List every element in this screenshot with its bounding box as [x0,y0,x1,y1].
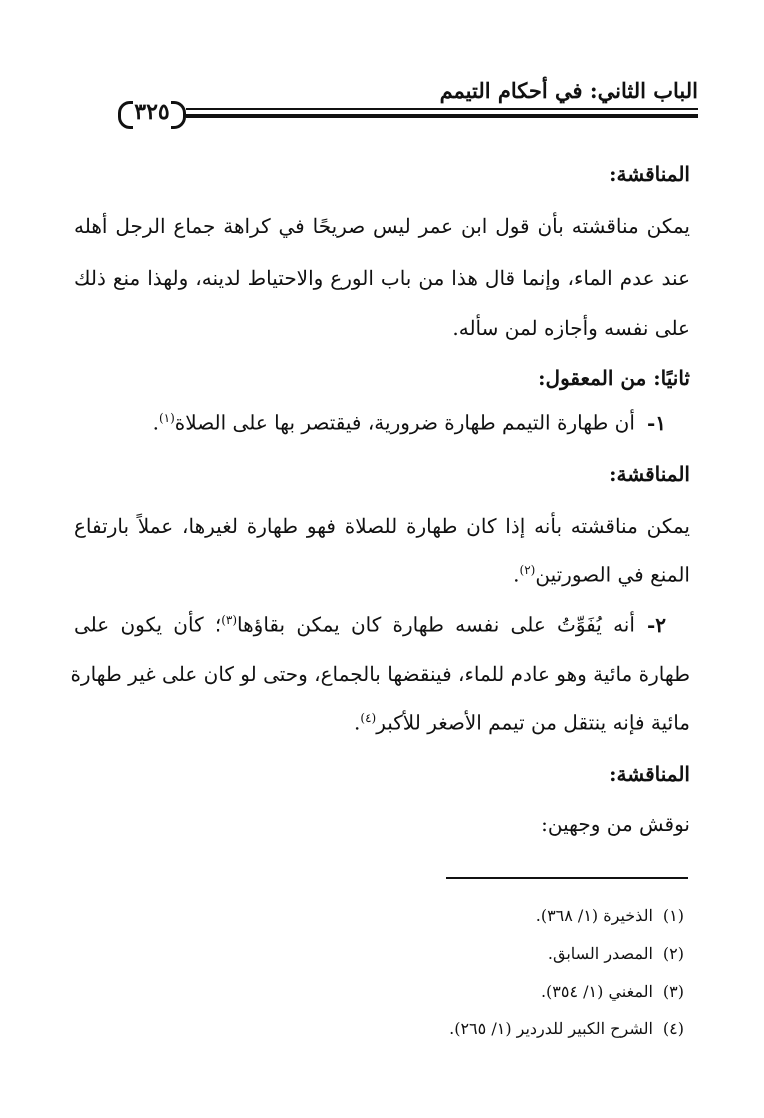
list-item-2-end: . [354,710,361,735]
list-item-1-end: . [152,410,159,435]
list-item-2-text-a: أنه يُفَوِّتُ على نفسه طهارة كان يمكن بقاؤها [237,612,635,637]
footnote-2-text: المصدر السابق. [547,944,653,963]
footnote-ref-4: (٤) [360,711,377,725]
discussion-heading-2: المناقشة: [609,462,690,486]
paragraph-2-end: . [513,562,520,587]
footnote-3-number: (٣) [662,982,684,1001]
list-item-1-text: أن طهارة التيمم طهارة ضرورية، فيقتصر بها على الصلاة [174,410,635,435]
footnote-1-number: (١) [662,906,684,925]
list-item-2-text-b: ؛ كأن يكون على [74,612,222,637]
discussion-heading-3: المناقشة: [609,762,690,786]
chapter-title: الباب الثاني: في أحكام التيمم [439,78,698,103]
paragraph-1-line-2: عند عدم الماء، وإنما قال هذا من باب الورع والاحتياط لدينه، ولهذا منع ذلك [74,266,690,290]
list-item-2-line-3 [354,712,690,733]
page-number [118,95,186,129]
footnote-2-number: (٢) [662,944,684,963]
footnote-3 [541,982,684,1001]
footnote-3-text: المغني (١/ ٣٥٤). [540,982,653,1001]
paragraph-1-line-3: على نفسه وأجازه لمن سأله. [452,316,690,340]
footnote-4 [449,1019,684,1038]
list-item-2-number: ٢- [646,612,666,637]
footnote-4-text: الشرح الكبير للدردير (١/ ٢٦٥). [449,1019,653,1038]
footnote-4-number: (٤) [662,1019,684,1038]
section-heading: ثانيًا: من المعقول: [538,366,690,390]
paragraph-3-line-1: نوقش من وجهين: [541,812,690,836]
list-item-2-line-2: طهارة مائية وهو عادم للماء، فينقضها بالجماع، وحتى لو كان على غير طهارة [70,662,690,686]
discussion-heading-1: المناقشة: [609,162,690,186]
list-item-2-line-3-text: مائية فإنه ينتقل من تيمم الأصغر للأكبر [376,710,690,735]
paragraph-2-line-2-text: المنع في الصورتين [535,562,690,587]
paragraph-2-line-2 [513,564,690,585]
page-number-text: ٣٢٥ [134,99,170,125]
footnote-ref-1: (١) [158,411,175,425]
footnote-1 [536,906,684,925]
paragraph-1-line-1: يمكن مناقشته بأن قول ابن عمر ليس صريحًا في كراهة جماع الرجل أهله [74,214,690,238]
list-item-2-line-1 [74,614,666,635]
footnote-2 [548,944,684,963]
footnote-separator [446,877,688,879]
list-item-1-number: ١- [646,410,666,435]
paragraph-2-line-1: يمكن مناقشته بأنه إذا كان طهارة للصلاة فهو طهارة لغيرها، عملاً بارتفاع [74,514,690,538]
footnote-1-text: الذخيرة (١/ ٣٦٨). [535,906,653,925]
footnote-ref-2: (٢) [519,563,536,577]
header-rule [186,108,698,118]
list-item-1 [153,412,666,433]
footnote-ref-3: (٣) [221,613,238,627]
